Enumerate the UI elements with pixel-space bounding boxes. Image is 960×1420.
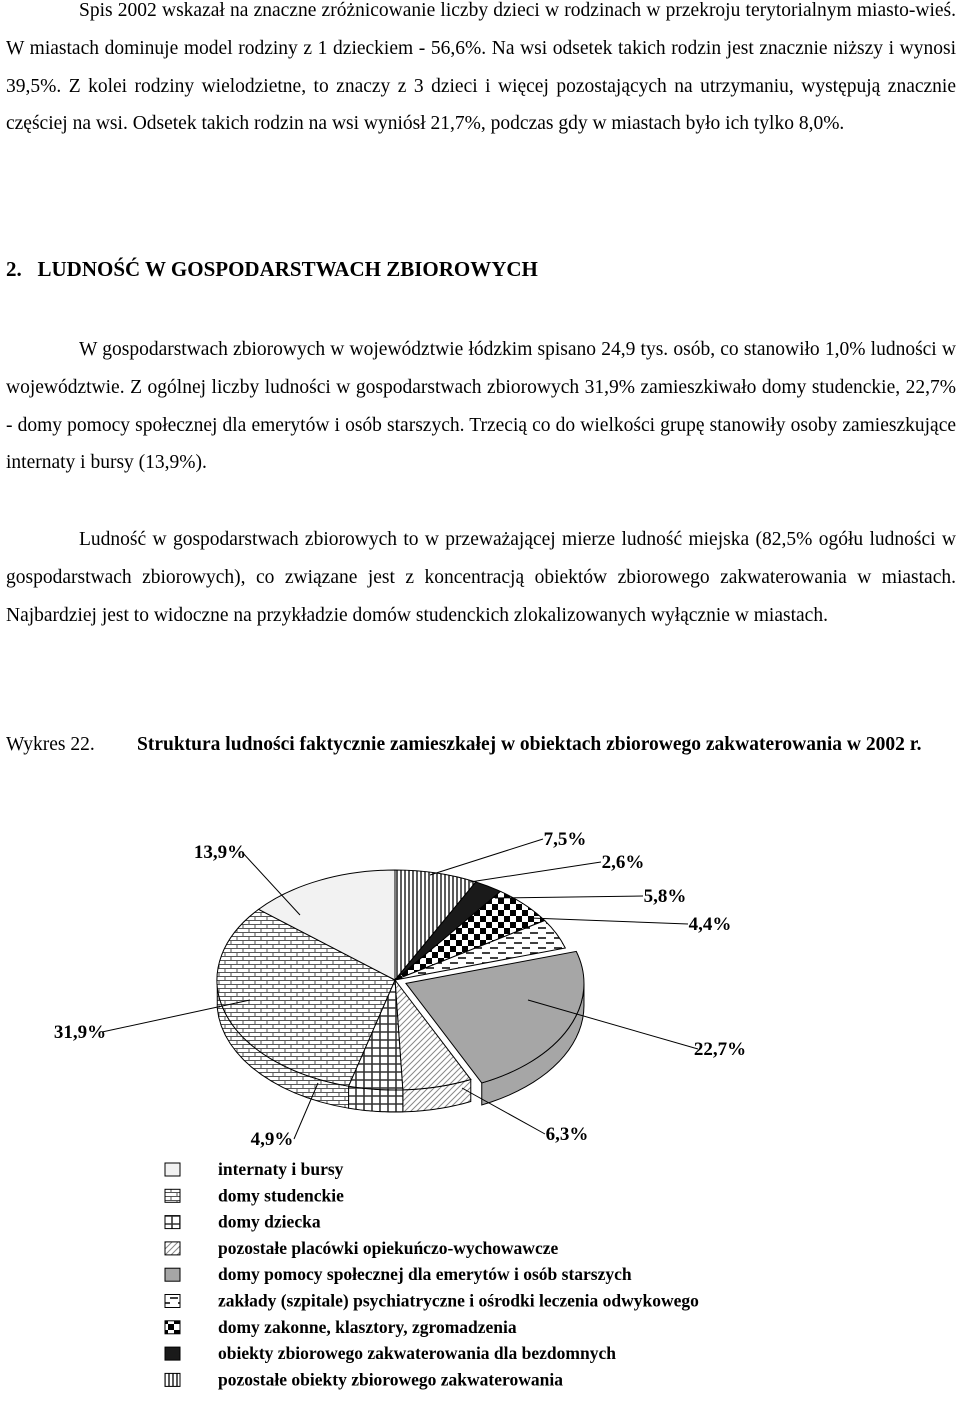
slice-value-label: 31,9% xyxy=(53,1022,107,1043)
leader-line xyxy=(495,896,643,898)
slice-value-label: 4,9% xyxy=(250,1129,294,1150)
paragraph-2: W gospodarstwach zbiorowych w województwie łódzkim spisano 24,9 tys. osób, co stanowiło 1,0% ludności w województwie. Z ogólnej liczby ludności w gospodarstwach zbiorowych 31,9% zamieszkiwało domy studenckie, 22,7% - domy pomocy społecznej dla emerytów i osób starszych. Trzecią co do wielkości grupę stanowiły osoby zamieszkujące internaty i bursy (13,9%). xyxy=(6,339,956,474)
legend-label: zakłady (szpitale) psychiatryczne i ośrodki leczenia odwykowego xyxy=(218,1290,699,1311)
slice-value-label: 4,4% xyxy=(688,914,732,935)
legend-label: pozostałe placówki opiekuńczo-wychowawcze xyxy=(218,1237,559,1258)
chart-legend xyxy=(165,1159,699,1389)
paragraph-3: Ludność w gospodarstwach zbiorowych to w przeważającej mierze ludność miejska (82,5% ogółu ludności w gospodarstwach zbiorowych), co związane jest z koncentracją obiektów zbiorowego zakwaterowania w miastach. Najbardziej jest to widoczne na przykładzie domów studenckich zlokalizowanych wyłącznie w miastach. xyxy=(6,529,956,626)
figure-label: Wykres 22. xyxy=(6,734,95,755)
slice-value-label: 2,6% xyxy=(601,852,645,873)
slice-value-label: 22,7% xyxy=(693,1039,747,1060)
slice-value-label: 5,8% xyxy=(643,886,687,907)
slice-value-label: 13,9% xyxy=(193,842,247,863)
legend-label: domy pomocy społecznej dla emerytów i osób starszych xyxy=(218,1264,632,1285)
pie-chart xyxy=(0,820,960,1420)
slice-value-label: 6,3% xyxy=(545,1124,589,1145)
legend-label: domy zakonne, klasztory, zgromadzenia xyxy=(218,1316,517,1337)
legend-swatch xyxy=(165,1163,180,1176)
legend-label: domy dziecka xyxy=(218,1211,321,1232)
legend-swatch xyxy=(165,1373,180,1386)
legend-label: internaty i bursy xyxy=(218,1159,344,1179)
figure-title: Struktura ludności faktycznie zamieszkałej w obiektach zbiorowego zakwaterowania w 2002 r. xyxy=(137,734,922,755)
legend-label: domy studenckie xyxy=(218,1185,344,1206)
legend-swatch xyxy=(165,1268,180,1281)
leader-line xyxy=(470,862,601,882)
leader-line xyxy=(430,839,543,875)
legend-swatch xyxy=(165,1295,180,1308)
legend-label: obiekty zbiorowego zakwaterowania dla bezdomnych xyxy=(218,1343,616,1364)
pie-slices xyxy=(217,870,584,1112)
legend-swatch xyxy=(165,1189,180,1202)
paragraph-1: Spis 2002 wskazał na znaczne zróżnicowanie liczby dzieci w rodzinach w przekroju terytorialnym miasto-wieś. W miastach dominuje model rodziny z 1 dzieckiem - 56,6%. Na wsi odsetek takich rodzin jest znacznie niższy i wynosi 39,5%. Z kolei rodziny wielodzietne, to znaczy z 3 dzieci i więcej pozostających na utrzymaniu, występują znacznie częściej na wsi. Odsetek takich rodzin na wsi wyniósł 21,7%, podczas gdy w miastach było ich tylko 8,0%. xyxy=(6,0,956,135)
slice-value-label: 7,5% xyxy=(543,829,587,850)
legend-label: pozostałe obiekty zbiorowego zakwaterowania xyxy=(218,1369,563,1390)
legend-swatch xyxy=(165,1242,180,1255)
legend-swatch xyxy=(165,1216,180,1229)
legend-swatch xyxy=(165,1347,180,1360)
legend-swatch xyxy=(165,1321,180,1334)
section-heading: 2. LUDNOŚĆ W GOSPODARSTWACH ZBIOROWYCH xyxy=(6,257,538,281)
leader-line xyxy=(530,918,688,924)
